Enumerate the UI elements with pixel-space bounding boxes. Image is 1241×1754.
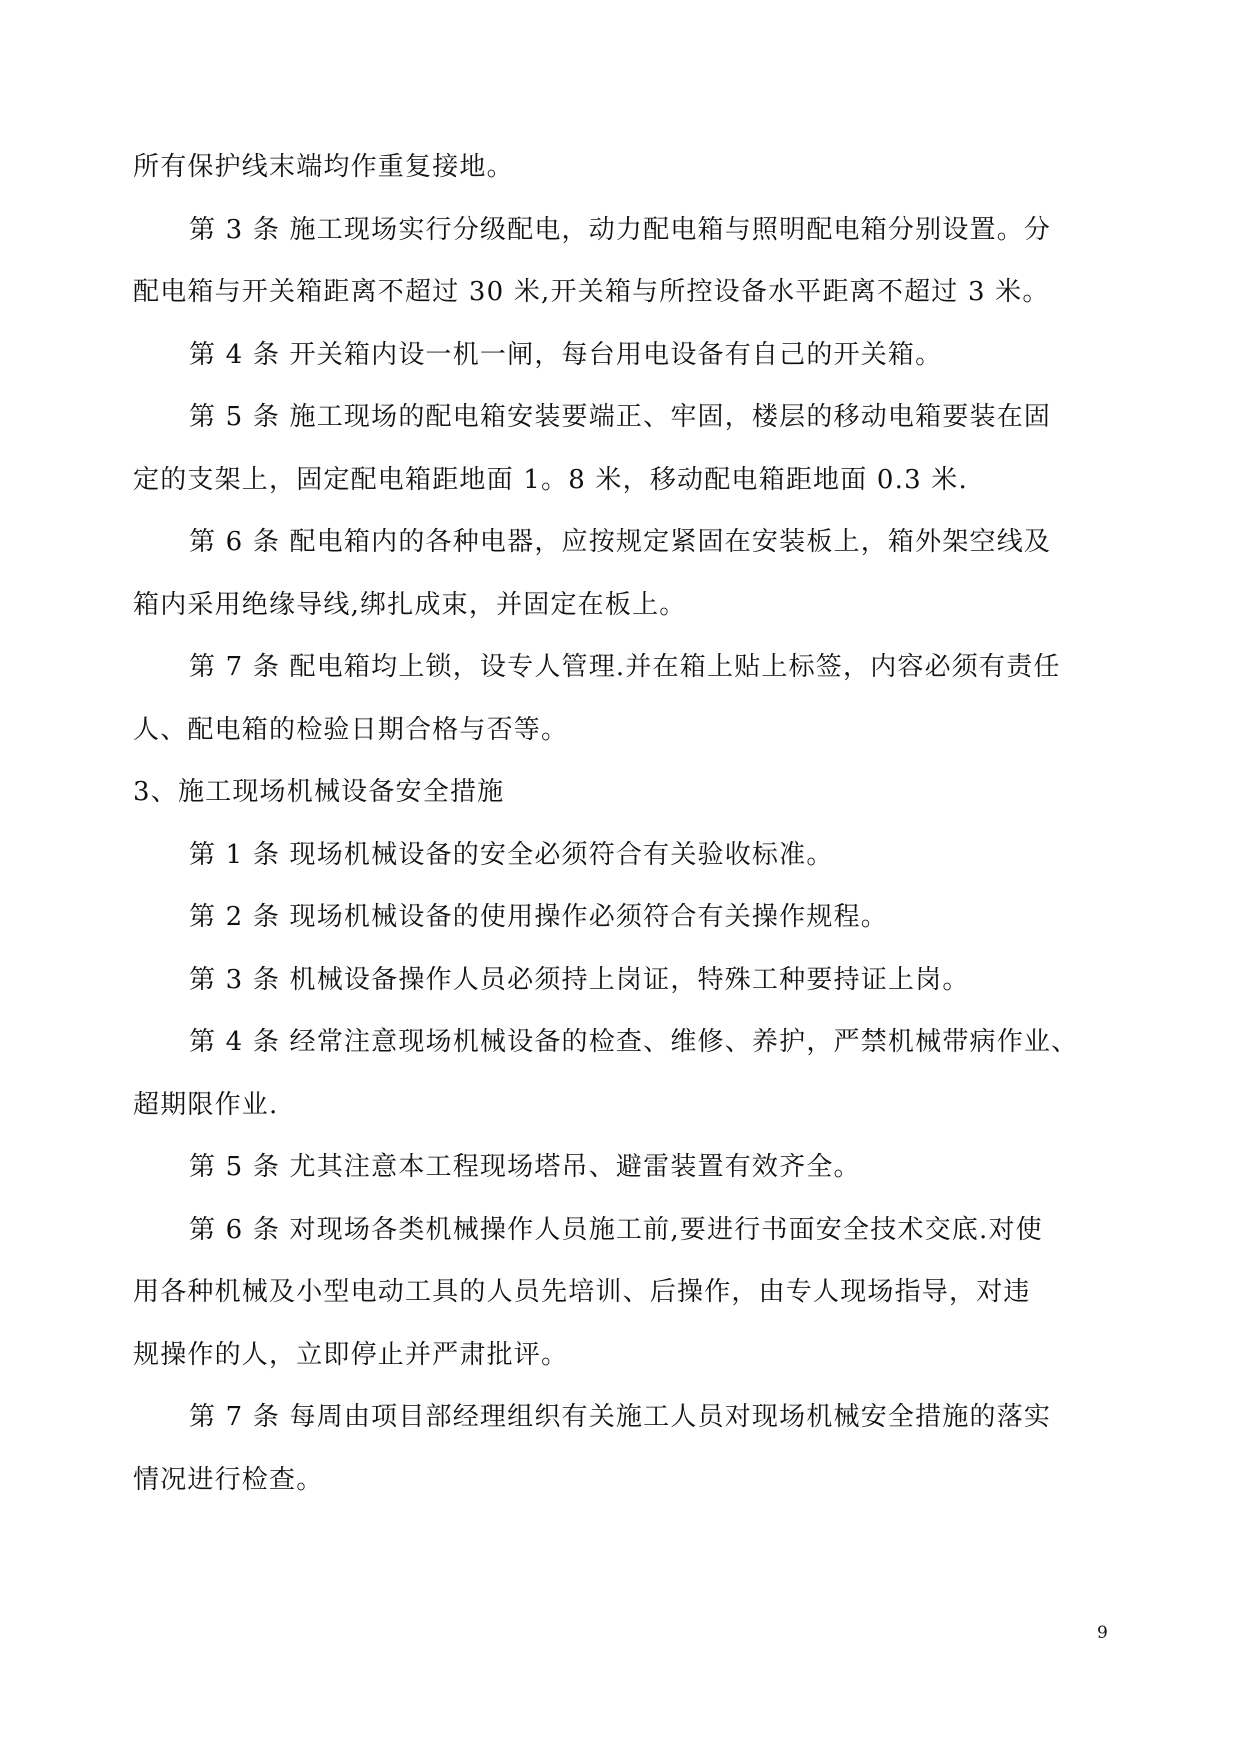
- document-body: [133, 152, 1113, 1527]
- text-line: 第 7 条 每周由项目部经理组织有关施工人员对现场机械安全措施的落实: [189, 1402, 1052, 1432]
- text-line: 超期限作业.: [133, 1089, 279, 1120]
- text-line: 配电箱与开关箱距离不超过 30 米,开关箱与所控设备水平距离不超过 3 米。: [133, 277, 1050, 307]
- text-line: 规操作的人，立即停止并严肃批评。: [133, 1339, 569, 1370]
- text-line: 情况进行检查。: [133, 1464, 324, 1495]
- text-line: 第 3 条 机械设备操作人员必须持上岗证，特殊工种要持证上岗。: [189, 964, 970, 995]
- text-line: 第 6 条 配电箱内的各种电器，应按规定紧固在安装板上，箱外架空线及: [189, 527, 1052, 557]
- text-line: 第 1 条 现场机械设备的安全必须符合有关验收标准。: [189, 839, 834, 870]
- text-line: 第 3 条 施工现场实行分级配电，动力配电箱与照明配电箱分别设置。分: [189, 214, 1052, 245]
- text-line: 第 7 条 配电箱均上锁，设专人管理.并在箱上贴上标签，内容必须有责任: [189, 652, 1061, 682]
- page-number: 9: [1097, 1623, 1108, 1643]
- text-line: 3、施工现场机械设备安全措施: [133, 777, 505, 807]
- text-line: 第 4 条 经常注意现场机械设备的检查、维修、养护，严禁机械带病作业、: [189, 1027, 1079, 1057]
- text-line: 箱内采用绝缘导线,绑扎成束，并固定在板上。: [133, 589, 687, 620]
- text-line: 第 5 条 施工现场的配电箱安装要端正、牢固，楼层的移动电箱要装在固: [189, 402, 1052, 432]
- text-line: 第 6 条 对现场各类机械操作人员施工前,要进行书面安全技术交底.对使: [189, 1214, 1043, 1245]
- text-line: 用各种机械及小型电动工具的人员先培训、后操作，由专人现场指导，对违: [133, 1277, 1031, 1307]
- text-line: 第 5 条 尤其注意本工程现场塔吊、避雷装置有效齐全。: [189, 1152, 861, 1182]
- text-line: 定的支架上，固定配电箱距地面 1。8 米，移动配电箱距地面 0.3 米.: [133, 464, 968, 495]
- text-line: 第 4 条 开关箱内设一机一闸，每台用电设备有自己的开关箱。: [189, 339, 943, 370]
- text-line: 所有保护线末端均作重复接地。: [133, 152, 514, 182]
- text-line: 人、配电箱的检验日期合格与否等。: [133, 714, 569, 745]
- text-line: 第 2 条 现场机械设备的使用操作必须符合有关操作规程。: [189, 902, 888, 932]
